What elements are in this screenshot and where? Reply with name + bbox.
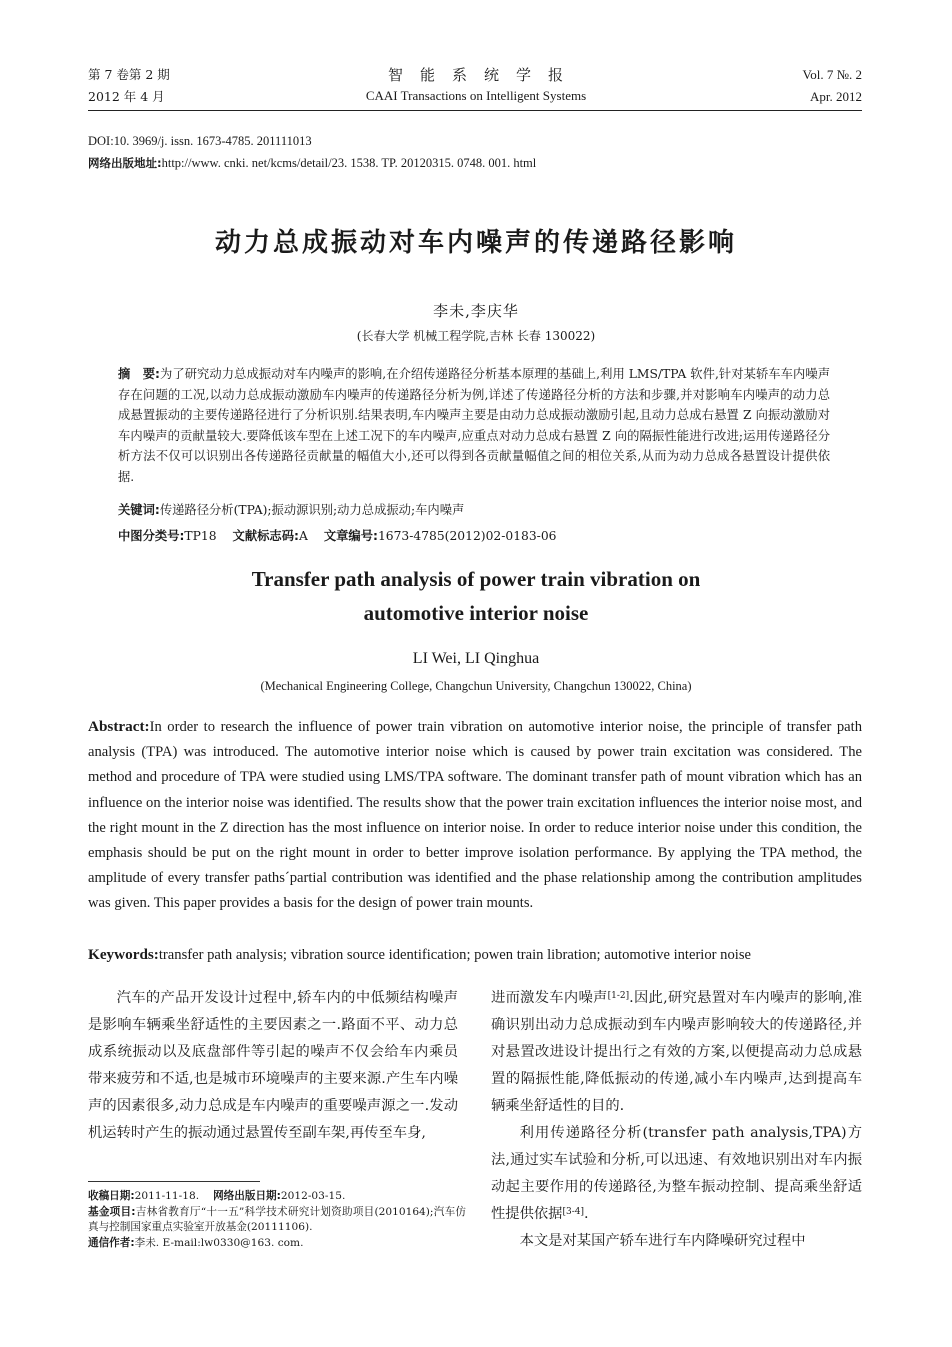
online-address-url[interactable]: http://www. cnki. net/kcms/detail/23. 1538. TP. 20120315. 0748. 001. html — [161, 156, 537, 170]
text-run: . — [584, 1206, 589, 1222]
body-paragraph — [491, 985, 862, 1120]
corr-text: 李未. E-mail:lw0330@163. com. — [134, 1236, 304, 1249]
artno-label: 文章编号: — [323, 529, 378, 543]
fund-label: 基金项目: — [88, 1205, 136, 1218]
footnote-dates — [88, 1189, 466, 1205]
abstract-en — [88, 714, 862, 917]
header-rule — [88, 110, 862, 111]
header-volume-zh: 第 7 卷第 2 期 — [88, 67, 170, 82]
body-paragraph — [491, 1120, 862, 1228]
text-run: 进而激发车内噪声 — [491, 990, 608, 1006]
citation[interactable]: [1-2] — [607, 991, 630, 1001]
doccode-label: 文献标志码: — [232, 529, 299, 543]
abstract-zh-text: 为了研究动力总成振动对车内噪声的影响,在介绍传递路径分析基本原理的基础上,利用 LMS/TPA 软件,针对某轿车车内噪声存在问题的工况,以动力总成振动激励车内噪声的传递路径分析为例,详述了传递路径分析的方法和步骤,并对影响车内噪声的动力总成悬置振动的主要传递路径进行了分析识别.结果表明,车内噪声主要是由动力总成振动激励引起,且动力总成右悬置 Z 向振动激励对车内噪声的贡献量较大.要降低该车型在上述工况下的车内噪声,应重点对动力总成右悬置 Z 向的隔振性能进行改进;运用传递路径分析方法不仅可以识别出各传递路径贡献量的幅值大小,还可以得到各贡献量幅值之间的相位关系,从而为动力总成各悬置设计提供依据. — [118, 367, 830, 484]
header-volume-en: Vol. 7 №. 2 — [802, 67, 862, 82]
header-date-en: Apr. 2012 — [810, 89, 862, 104]
fund-text: 吉林省教育厅“十一五”科学技术研究计划资助项目(2010164);汽车仿真与控制国家重点实验室开放基金(20111106). — [88, 1205, 466, 1234]
keywords-en — [88, 942, 862, 968]
footnote — [88, 1189, 466, 1251]
footnote-rule — [88, 1181, 260, 1182]
body-right-column — [491, 985, 862, 1255]
keywords-en-text: transfer path analysis; vibration source identification; powen train libration; automotive interior noise — [158, 947, 751, 963]
abstract-zh — [118, 364, 830, 488]
body-paragraph: 本文是对某国产轿车进行车内降噪研究过程中 — [519, 1233, 806, 1249]
received-date: 2011-11-18. — [134, 1190, 200, 1202]
citation[interactable]: [3-4] — [562, 1207, 584, 1217]
abstract-en-label: Abstract: — [88, 718, 150, 735]
authors-en: LI Wei, LI Qinghua — [412, 650, 540, 667]
doi: DOI:10. 3969/j. issn. 1673-4785. 201111013 — [88, 134, 312, 148]
classification-line — [118, 526, 830, 547]
footnote-correspondence — [88, 1236, 466, 1252]
online-date: 2012-03-15. — [280, 1190, 346, 1202]
footnote-fund — [88, 1205, 466, 1236]
title-en-line2: automotive interior noise — [363, 601, 589, 625]
keywords-zh-text: 传递路径分析(TPA);振动源识别;动力总成振动;车内噪声 — [159, 503, 465, 517]
header-journal-zh: 智 能 系 统 学 报 — [387, 66, 564, 84]
keywords-en-label: Keywords: — [88, 946, 159, 963]
received-label: 收稿日期: — [88, 1190, 135, 1202]
abstract-en-text: In order to research the influence of power train vibration on automotive interior noise, the principle of transfer path analysis (TPA) was introduced. The automotive interior noise which is caused by power train excitation was considered. The method and procedure of TPA were studied using LMS/TPA software. The dominant transfer path of mount vibration which has an influence on the interior noise was identified. The results show that the power train excitation influences the interior noise most, and the right mount in the Z direction has the most influence on interior noise. In order to reduce interior noise under this condition, the emphasis should be put on the right mount in order to better improve isolation performance. By applying the TPA method, the amplitude of every transfer paths´partial contribution was identified and the phase relationship among the contribution amplitudes was given. This paper provides a basis for the design of power train mounts. — [88, 719, 862, 912]
affiliation-en: (Mechanical Engineering College, Changchun University, Changchun 130022, China) — [260, 679, 692, 693]
keywords-zh-label: 关键词: — [118, 503, 160, 517]
cls-value: TP18 — [184, 529, 217, 543]
online-address — [88, 155, 536, 171]
title-en-line1: Transfer path analysis of power train vibration on — [251, 567, 701, 591]
header-date-zh: 2012 年 4 月 — [88, 89, 165, 104]
body-left-column — [88, 985, 458, 1147]
online-address-label: 网络出版地址: — [88, 156, 162, 170]
corr-label: 通信作者: — [88, 1236, 135, 1249]
cls-label: 中图分类号: — [118, 529, 185, 543]
abstract-zh-label: 摘 要: — [118, 367, 160, 381]
doccode-value: A — [298, 529, 308, 543]
text-run: .因此,研究悬置对车内噪声的影响,准确识别出动力总成振动到车内噪声影响较大的传递路径,并对悬置改进设计提出行之有效的方案,以便提高动力总成悬置的隔振性能,降低振动的传递,减小车内噪声,达到提高车辆乘坐舒适性的目的. — [491, 990, 862, 1114]
header-journal-en: CAAI Transactions on Intelligent Systems — [365, 88, 587, 103]
authors-zh: 李未,李庆华 — [433, 302, 519, 320]
body-paragraph: 汽车的产品开发设计过程中,轿车内的中低频结构噪声是影响车辆乘坐舒适性的主要因素之一.路面不平、动力总成系统振动以及底盘部件等引起的噪声不仅会给车内乘员带来疲劳和不适,也是城市环境噪声的主要来源.产生车内噪声的因素很多,动力总成是车内噪声的重要噪声源之一.发动机运转时产生的振动通过悬置传至副车架,再传至车身, — [88, 990, 458, 1141]
title-zh: 动力总成振动对车内噪声的传递路径影响 — [214, 228, 737, 258]
keywords-zh — [118, 500, 830, 521]
affiliation-zh: (长春大学 机械工程学院,吉林 长春 130022) — [356, 329, 596, 343]
online-date-label: 网络出版日期: — [213, 1190, 281, 1202]
text-run: 利用传递路径分析(transfer path analysis,TPA)方法,通过实车试验和分析,可以迅速、有效地识别出对车内振动起主要作用的传递路径,为整车振动控制、提高乘坐舒适性提供依据 — [491, 1125, 862, 1222]
artno-value: 1673-4785(2012)02-0183-06 — [377, 529, 557, 543]
